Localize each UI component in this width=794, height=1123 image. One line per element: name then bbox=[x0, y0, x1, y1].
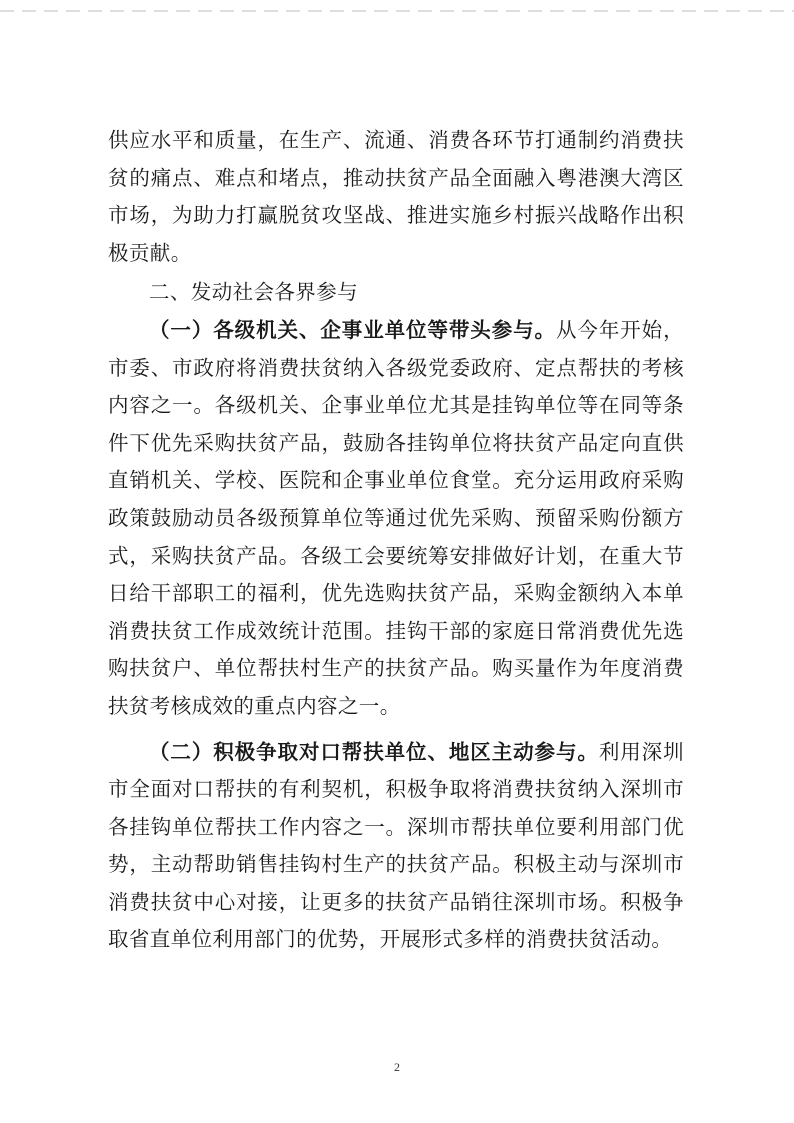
document-page bbox=[108, 122, 684, 959]
scan-edge-mark bbox=[0, 10, 794, 12]
section-heading: 二、发动社会各界参与 bbox=[149, 280, 358, 305]
item1-body: 从今年开始，市委、市政府将消费扶贫纳入各级党委政府、定点帮扶的考核内容之一。各级机关、企事业单位尤其是挂钩单位等在同等条件下优先采购扶贫产品，鼓励各挂钩单位将扶贫产品定向直供直销机关、学校、医院和企事业单位食堂。充分运用政府采购政策鼓励动员各级预算单位等通过优先采购、预留采购份额方式，采购扶贫产品。各级工会要统筹安排做好计划，在重大节日给干部职工的福利，优先选购扶贫产品，采购金额纳入本单消费扶贫工作成效统计范围。挂钩干部的家庭日常消费优先选购扶贫户、单位帮扶村生产的扶贫产品。购买量作为年度消费扶贫考核成效的重点内容之一。 bbox=[108, 317, 684, 718]
item2-lead: （二）积极争取对口帮扶单位、地区主动参与。 bbox=[149, 739, 599, 764]
page-number: 2 bbox=[394, 1060, 400, 1074]
item1-lead: （一）各级机关、企事业单位等带头参与。 bbox=[149, 317, 556, 342]
continuation-paragraph: 供应水平和质量，在生产、流通、消费各环节打通制约消费扶贫的痛点、难点和堵点，推动扶贫产品全面融入粤港澳大湾区市场，为助力打赢脱贫攻坚战、推进实施乡村振兴战略作出积极贡献。 bbox=[108, 128, 684, 265]
item2-paragraph bbox=[108, 734, 684, 960]
item2-body: 利用深圳市全面对口帮扶的有利契机，积极争取将消费扶贫纳入深圳市各挂钩单位帮扶工作内容之一。深圳市帮扶单位要利用部门优势，主动帮助销售挂钩村生产的扶贫产品。积极主动与深圳市消费扶贫中心对接，让更多的扶贫产品销往深圳市场。积极争取省直单位利用部门的优势，开展形式多样的消费扶贫活动。 bbox=[108, 739, 684, 952]
item1-paragraph bbox=[108, 312, 684, 726]
